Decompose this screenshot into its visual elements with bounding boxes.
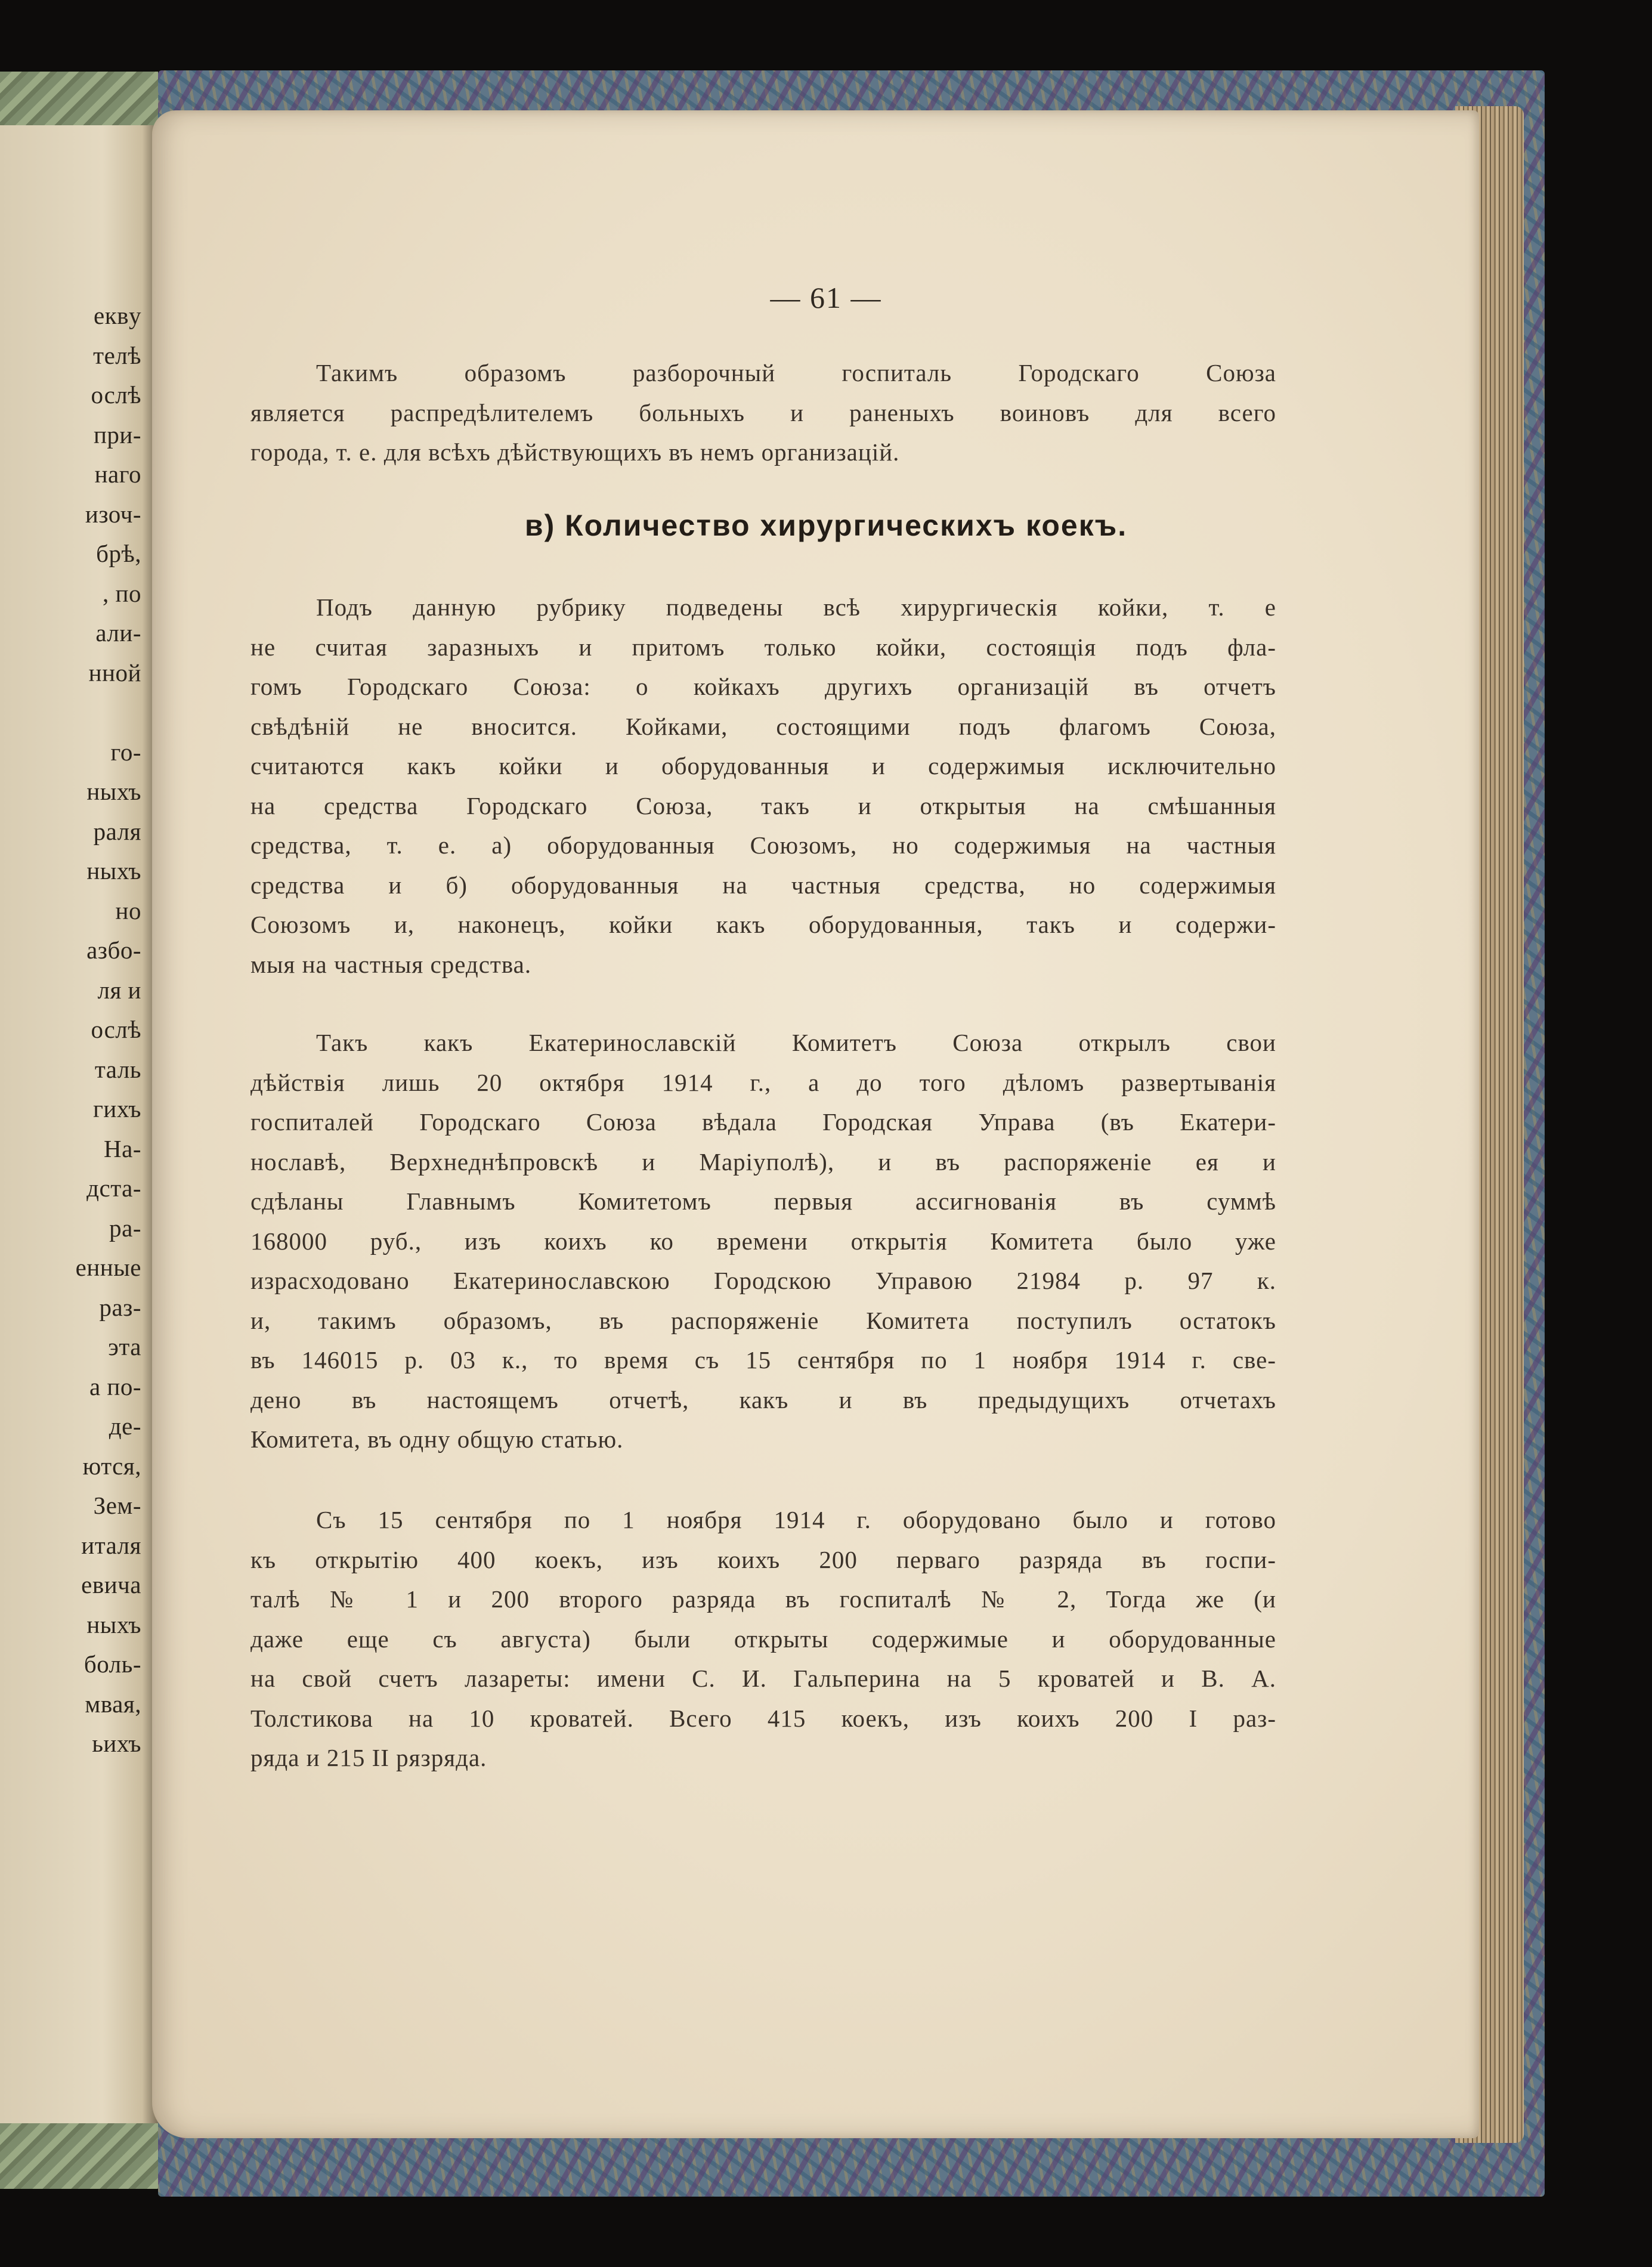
page-number: — 61 —: [770, 281, 882, 314]
facing-page-line: таль: [94, 1055, 141, 1083]
text-line: израсходовано Екатеринославскою Городскою Управою 21984 р. 97 к.: [250, 1267, 1276, 1294]
facing-page-line: телѣ: [93, 341, 141, 369]
facing-page-line: азбо-: [86, 936, 141, 964]
text-line: дѣйствія лишь 20 октября 1914 г., а до того дѣломъ развертыванія: [250, 1068, 1276, 1096]
text-line: сдѣланы Главнымъ Комитетомъ первыя ассигнованія въ суммѣ: [250, 1187, 1276, 1215]
section-heading: в) Количество хирургическихъ коекъ.: [524, 509, 1128, 542]
text-line: города, т. е. для всѣхъ дѣйствующихъ въ немъ организацій.: [250, 438, 900, 466]
facing-page-line: али-: [95, 619, 141, 647]
facing-page-line: евича: [81, 1571, 141, 1598]
text-line: Толстикова на 10 кроватей. Всего 415 коекъ, изъ коихъ 200 I раз-: [250, 1704, 1276, 1732]
facing-page-line: раз-: [99, 1293, 141, 1321]
text-line: гомъ Городскаго Союза: о койкахъ другихъ организацій въ отчетъ: [250, 673, 1276, 700]
text-line: Такъ какъ Екатеринославскій Комитетъ Союза открылъ свои: [316, 1029, 1276, 1056]
text-line: въ 146015 р. 03 к., то время съ 15 сентября по 1 ноября 1914 г. све-: [250, 1346, 1276, 1374]
text-line: является распредѣлителемъ больныхъ и раненыхъ воиновъ для всего: [250, 398, 1276, 426]
text-line: Союзомъ и, наконецъ, койки какъ оборудованныя, такъ и содержи-: [250, 911, 1276, 938]
text-line: нославѣ, Верхнеднѣпровскѣ и Маріуполѣ), и въ распоряженіе ея и: [250, 1148, 1276, 1176]
text-line: Съ 15 сентября по 1 ноября 1914 г. оборудовано было и готово: [316, 1506, 1276, 1533]
text-line: ряда и 215 II рязряда.: [250, 1744, 487, 1771]
facing-page-line: На-: [104, 1134, 141, 1162]
cloth-binding-top: [0, 72, 158, 125]
text-line: госпиталей Городскаго Союза вѣдала Городская Управа (въ Екатери-: [250, 1108, 1276, 1136]
facing-page-line: брѣ,: [96, 540, 141, 567]
facing-page-line: эта: [108, 1333, 141, 1360]
facing-page-line: мвая,: [85, 1690, 141, 1718]
facing-page-line: , по: [103, 579, 141, 607]
text-line: на свой счетъ лазареты: имени С. И. Гальперина на 5 кроватей и В. А.: [250, 1665, 1276, 1692]
facing-page-line: при-: [93, 420, 141, 449]
facing-page-line: наго: [94, 460, 141, 488]
text-line: дено въ настоящемъ отчетѣ, какъ и въ предыдущихъ отчетахъ: [250, 1385, 1276, 1414]
text-line: къ открытію 400 коекъ, изъ коихъ 200 перваго разряда въ госпи-: [250, 1545, 1276, 1573]
facing-page-line: а по-: [89, 1372, 141, 1400]
text-line: свѣдѣній не вносится. Койками, состоящими подъ флагомъ Союза,: [250, 712, 1276, 740]
text-line: даже еще съ августа) были открыты содержимые и оборудованные: [250, 1625, 1276, 1653]
text-line: на средства Городскаго Союза, такъ и открытыя на смѣшанныя: [250, 791, 1276, 819]
facing-page-line: ныхъ: [86, 778, 141, 805]
facing-page-line: боль-: [83, 1650, 141, 1678]
facing-page-line: Зем-: [93, 1492, 141, 1519]
facing-page-line: ныхъ: [86, 857, 141, 884]
facing-page: [0, 72, 158, 2189]
text-line: считаются какъ койки и оборудованныя и содержимыя исключительно: [250, 752, 1276, 780]
text-line: талѣ № 1 и 200 второго разряда въ госпиталѣ № 2, Тогда же (и: [250, 1585, 1276, 1613]
text-line: не считая заразныхъ и притомъ только койки, состоящія подъ фла-: [250, 633, 1276, 661]
facing-page-line: дста-: [86, 1174, 141, 1202]
facing-page-line: го-: [110, 738, 141, 766]
cloth-binding-bottom: [0, 2123, 158, 2189]
text-line: Комитета, въ одну общую статью.: [250, 1425, 624, 1453]
text-line: 168000 руб., изъ коихъ ко времени открытія Комитета было уже: [250, 1227, 1276, 1255]
facing-page-line: енные: [75, 1254, 141, 1281]
facing-page-line: ослѣ: [91, 1016, 141, 1043]
text-line: Такимъ образомъ разборочный госпиталь Городскаго Союза: [316, 359, 1276, 386]
facing-page-line: изоч-: [85, 500, 141, 528]
facing-page-line: ныхъ: [86, 1610, 141, 1638]
text-line: средства и б) оборудованныя на частныя средства, но содержимыя: [250, 871, 1276, 899]
facing-page-line: гихъ: [93, 1095, 141, 1122]
facing-page-line: ля и: [97, 976, 141, 1004]
facing-page-line: раля: [93, 817, 141, 845]
facing-page-line: ра-: [109, 1214, 141, 1242]
facing-page-line: ются,: [82, 1452, 141, 1480]
facing-page-line: ьихъ: [92, 1730, 141, 1757]
facing-page-line: нной: [88, 658, 141, 686]
text-line: мыя на частныя средства.: [250, 950, 532, 978]
text-line: и, такимъ образомъ, въ распоряженіе Комитета поступилъ остатокъ: [250, 1306, 1276, 1334]
text-line: средства, т. е. а) оборудованныя Союзомъ, но содержимыя на частныя: [250, 831, 1276, 859]
facing-page-line: но: [115, 896, 141, 924]
facing-page-line: италя: [81, 1531, 141, 1559]
facing-page-line: де-: [109, 1412, 141, 1440]
facing-page-line: ослѣ: [91, 381, 141, 409]
text-line: Подъ данную рубрику подведены всѣ хирургическія койки, т. е: [316, 593, 1276, 621]
facing-page-line: еквy: [94, 302, 141, 329]
